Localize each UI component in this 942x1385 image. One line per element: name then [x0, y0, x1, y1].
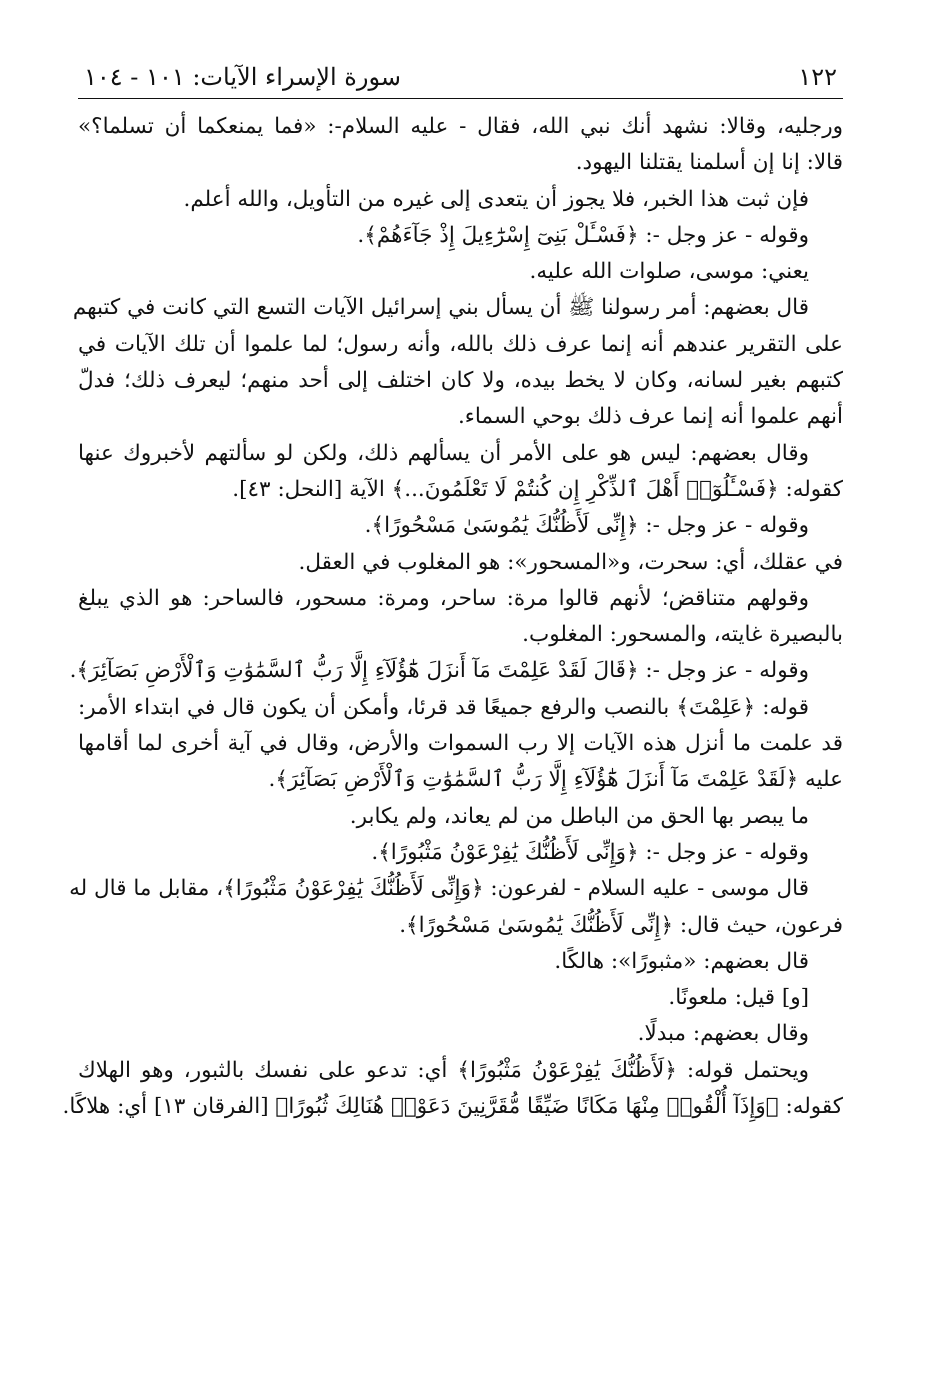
text-line: عليه ﴿لَقَدْ عَلِمْتَ مَآ أَنزَلَ هَٰٓؤُلَآءِ إِلَّا رَبُّ ٱلسَّمَٰوَٰتِ وَٱلْأَرْضِ بَصَآئِرَ﴾.: [268, 767, 843, 793]
text-line: قوله: ﴿عَلِمْتَ﴾ بالنصب والرفع جميعًا قد قرئا، وأمكن أن يكون قال في ابتداء الأمر:: [78, 694, 809, 720]
page-number: ١٢٢: [798, 63, 837, 91]
text-line: يعني: موسى، صلوات الله عليه.: [529, 259, 809, 285]
text-line: ما يبصر بها الحق من الباطل من لم يعاند، ولم يكابر.: [349, 803, 809, 829]
text-line: كقوله: ﴿وَإِذَآ أُلْقُوا۟ مِنْهَا مَكَانًا ضَيِّقًا مُّقَرَّنِينَ دَعَوْا۟ هُنَالِكَ ثُبُورًا﴾ [الفرقان ١٣] أي: هلاكًا.: [62, 1094, 843, 1120]
text-line: كتبهم بغير لسانه، وكان لا يخط بيده، ولا كان اختلف إلى أحد منهم؛ ليعرف ذلك؛ فدلّ: [78, 368, 843, 394]
text-line: [و] قيل: ملعونًا.: [668, 985, 809, 1011]
text-line: قالا: إنا إن أسلمنا يقتلنا اليهود.: [575, 150, 843, 176]
text-line: قال بعضهم: «مثبورًا»: هالكًا.: [554, 948, 809, 974]
book-page: [62, 56, 843, 1125]
text-line: في عقلك، أي: سحرت، و«المسحور»: هو المغلوب في العقل.: [298, 549, 843, 575]
text-line: فرعون، حيث قال: ﴿إِنِّى لَأَظُنُّكَ يَٰمُوسَىٰ مَسْحُورًا﴾.: [399, 912, 843, 938]
running-head: [78, 56, 843, 99]
text-line: وقولهم متناقض؛ لأنهم قالوا مرة: ساحر، ومرة: مسحور، فالساحر: هو الذي يبلغ: [78, 585, 809, 611]
text-line: بالبصيرة غايته، والمسحور: المغلوب.: [522, 622, 843, 648]
text-line: كقوله: ﴿فَسْـَٔلُوٓا۟ أَهْلَ ٱلذِّكْرِ إِن كُنتُمْ لَا تَعْلَمُونَ...﴾ الآية [النحل: ٤٣].: [232, 476, 843, 502]
text-line: قد علمت ما أنزل هذه الآيات إلا رب السموات والأرض، وقال في آية أخرى لما أقامها: [78, 731, 843, 757]
text-line: وقوله - عز وجل -: ﴿قَالَ لَقَدْ عَلِمْتَ مَآ أَنزَلَ هَٰٓؤُلَآءِ إِلَّا رَبُّ ٱلسَّمَٰوَٰتِ وَٱلْأَرْضِ بَصَآئِرَ﴾.: [69, 658, 809, 684]
text-line: فإن ثبت هذا الخبر، فلا يجوز أن يتعدى إلى غيره من التأويل، والله أعلم.: [183, 186, 809, 212]
body-text: [62, 109, 843, 1125]
text-line: قال بعضهم: أمر رسولنا ﷺ أن يسأل بني إسرائيل الآيات التسع التي كانت في كتبهم: [72, 295, 809, 321]
text-line: وقوله - عز وجل -: ﴿إِنِّى لَأَظُنُّكَ يَٰمُوسَىٰ مَسْحُورًا﴾.: [364, 513, 809, 539]
text-line: وقال بعضهم: ليس هو على الأمر أن يسألهم ذلك، ولكن لو سألتهم لأخبروك عنها: [78, 440, 809, 466]
text-line: وقوله - عز وجل -: ﴿وَإِنِّى لَأَظُنُّكَ يَٰفِرْعَوْنُ مَثْبُورًا﴾.: [371, 839, 809, 865]
text-line: ورجليه، وقالا: نشهد أنك نبي الله، فقال - عليه السلام-: «فما يمنعكما أن تسلما؟»: [78, 114, 843, 139]
text-line: وقال بعضهم: مبدلًا.: [637, 1021, 809, 1047]
text-line: أنهم علموا أنه إنما عرف ذلك بوحي السماء.: [457, 404, 843, 430]
text-line: قال موسى - عليه السلام - لفرعون: ﴿وَإِنِّى لَأَظُنُّكَ يَٰفِرْعَوْنُ مَثْبُورًا﴾، مقابل ما قال له: [69, 876, 809, 902]
text-line: وقوله - عز وجل -: ﴿فَسْـَٔلْ بَنِىٓ إِسْرَٰٓءِيلَ إِذْ جَآءَهُمْ﴾.: [357, 222, 809, 248]
text-line: ويحتمل قوله: ﴿لَأَظُنُّكَ يَٰفِرْعَوْنُ مَثْبُورًا﴾ أي: تدعو على نفسك بالثبور، وهو الهلاك: [78, 1057, 809, 1083]
running-head-title: سورة الإسراء الآيات: ١٠١ - ١٠٤: [84, 63, 401, 91]
text-line: على التقرير عندهم أنه إنما عرف ذلك بالله، وأنه رسول؛ لما علموا أن تلك الآيات في: [78, 331, 843, 357]
